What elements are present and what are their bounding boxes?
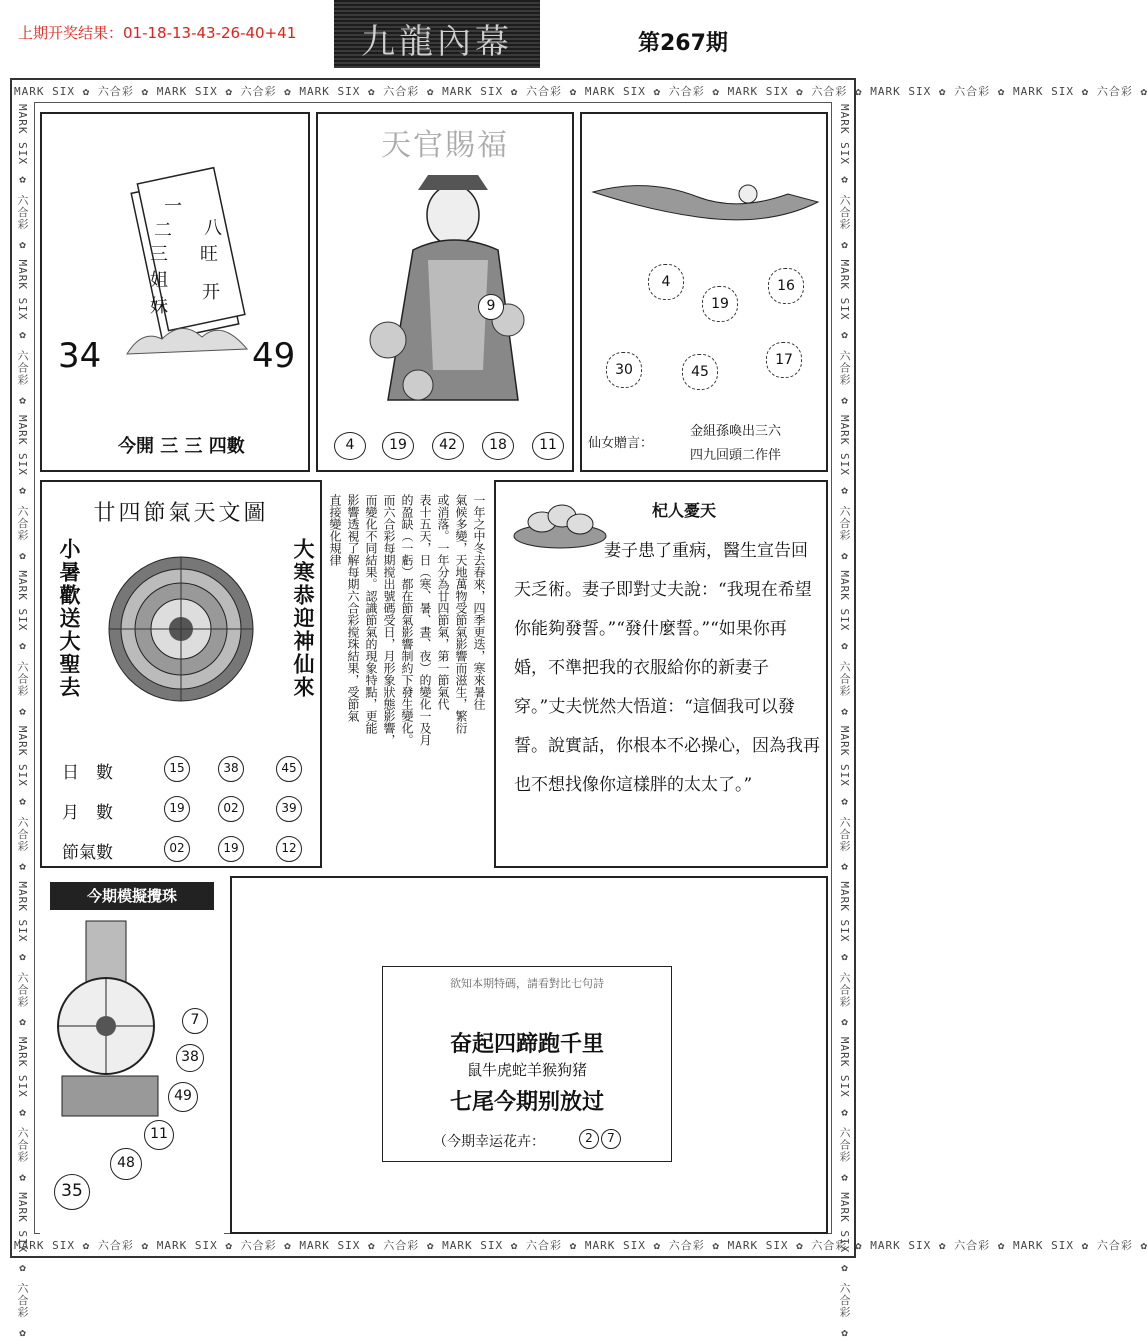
flower-number: 16 bbox=[768, 268, 804, 304]
lucky-flower-label: （今期幸运花卉： bbox=[433, 1134, 545, 1150]
panel-solar-terms bbox=[40, 480, 322, 868]
card-char: 开 bbox=[202, 282, 220, 303]
essay-column: 一年之中冬去春來，四季更迭，寒來暑往 bbox=[472, 494, 486, 710]
number-ball: 39 bbox=[276, 796, 302, 822]
astronomical-dial-illustration bbox=[106, 554, 256, 704]
essay-column: 直接變化規律 bbox=[328, 494, 342, 566]
left-number: 34 bbox=[58, 336, 102, 376]
panel2-title: 天官賜福 bbox=[381, 128, 509, 163]
simulated-ball: 48 bbox=[110, 1148, 142, 1180]
medal-number: 9 bbox=[478, 294, 504, 320]
right-number: 49 bbox=[252, 336, 296, 376]
fairy-label: 仙女贈言： bbox=[588, 436, 654, 451]
poem-line-1: 奋起四蹄跑千里 bbox=[449, 1031, 604, 1057]
essay-column: 而變化不同結果。認識節氣的現象特點，更能 bbox=[364, 494, 378, 734]
border-band-top: MARK SIX ✿ 六合彩 ✿ MARK SIX ✿ 六合彩 ✿ MARK SIX ✿ 六合彩 ✿ MARK SIX ✿ 六合彩 ✿ MARK SIX ✿ 六合彩 ✿ MARK SIX ✿ 六合彩 ✿ MARK SIX ✿ 六合彩 ✿ MARK SIX ✿ 六合彩 ✿ bbox=[14, 85, 1148, 98]
essay-column: 的盈缺（一虧）都在節氣影響制約下發生變化。 bbox=[400, 494, 414, 746]
border-band-bottom: MARK SIX ✿ 六合彩 ✿ MARK SIX ✿ 六合彩 ✿ MARK SIX ✿ 六合彩 ✿ MARK SIX ✿ 六合彩 ✿ MARK SIX ✿ 六合彩 ✿ MARK SIX ✿ 六合彩 ✿ MARK SIX ✿ 六合彩 ✿ MARK SIX ✿ 六合彩 ✿ bbox=[14, 1239, 1148, 1252]
poem-line-3: 七尾今期别放过 bbox=[449, 1089, 604, 1115]
brand-title: 九龍內幕 bbox=[361, 22, 513, 62]
card-char: 姐 bbox=[150, 270, 168, 291]
right-vertical-slogan: 大寒恭迎神仙來 bbox=[291, 538, 316, 699]
card-char: 一 bbox=[164, 196, 182, 217]
poem-line-2: 鼠牛虎蛇羊猴狗猪 bbox=[466, 1061, 587, 1079]
number-ball: 19 bbox=[218, 836, 244, 862]
tilted-cards-illustration bbox=[122, 169, 252, 359]
joke-title: 杞人憂天 bbox=[652, 501, 717, 520]
number-ball: 45 bbox=[276, 756, 302, 782]
flower-number: 17 bbox=[766, 342, 802, 378]
simulated-ball: 49 bbox=[168, 1082, 198, 1112]
number-ball: 18 bbox=[482, 432, 514, 460]
brand-logo bbox=[334, 0, 540, 68]
poem-box bbox=[382, 966, 672, 1162]
card-char: 八 bbox=[204, 218, 222, 239]
deity-illustration bbox=[358, 170, 538, 420]
panel-vertical-essay bbox=[324, 480, 490, 868]
simulated-ball: 11 bbox=[144, 1120, 174, 1150]
lucky-number: 7 bbox=[601, 1129, 621, 1149]
essay-column: 或消落。一年分為廿四節氣，第一節氣代 bbox=[436, 494, 450, 710]
flower-number: 19 bbox=[702, 286, 738, 322]
card-char: 旺 bbox=[200, 244, 218, 265]
card-char: 妹 bbox=[150, 296, 168, 317]
issue-number: 第267期 bbox=[638, 31, 728, 56]
left-vertical-slogan: 小暑歡送大聖去 bbox=[57, 538, 82, 699]
panel-simulation bbox=[40, 876, 224, 1234]
lottery-machine-illustration bbox=[52, 916, 172, 1126]
poem-note: 欲知本期特碼，請看對比七句詩 bbox=[450, 977, 604, 990]
number-ball: 19 bbox=[382, 432, 414, 460]
panel-couplet bbox=[40, 112, 310, 472]
number-ball: 02 bbox=[164, 836, 190, 862]
essay-column: 影響透視了解每期六合彩搅珠結果，受節氣 bbox=[346, 494, 360, 722]
fairy-line-2: 四九回頭二作伴 bbox=[690, 448, 782, 463]
row-label: 日 數 bbox=[62, 763, 113, 783]
number-ball: 4 bbox=[334, 432, 366, 460]
essay-column: 表十五天，日（寒、暑、晝、夜）的變化一及月 bbox=[418, 494, 432, 746]
essay-column: 而六合彩每期搅出號碼受日，月形象狀態影響， bbox=[382, 494, 396, 746]
simulation-title: 今期模擬攪珠 bbox=[50, 882, 214, 910]
number-ball: 15 bbox=[164, 756, 190, 782]
panel-poem bbox=[230, 876, 828, 1234]
flower-number: 30 bbox=[606, 352, 642, 388]
flower-number: 45 bbox=[682, 354, 718, 390]
flower-number: 4 bbox=[648, 264, 684, 300]
essay-column: 氣候多變，天地萬物受節氣影響而滋生，繁衍 bbox=[454, 494, 468, 734]
number-ball: 02 bbox=[218, 796, 244, 822]
row-label: 節氣數 bbox=[62, 843, 113, 863]
number-ball: 12 bbox=[276, 836, 302, 862]
panel-fairy bbox=[580, 112, 828, 472]
card-char: 三 bbox=[150, 244, 168, 265]
panel1-caption: 今開 三 三 四數 bbox=[118, 436, 245, 457]
border-band-right: MARK SIX ✿ 六合彩 ✿ MARK SIX ✿ 六合彩 ✿ MARK SIX ✿ 六合彩 ✿ MARK SIX ✿ 六合彩 ✿ MARK SIX ✿ 六合彩 ✿ MARK SIX ✿ 六合彩 ✿ MARK SIX ✿ 六合彩 ✿ MARK SIX ✿ 六合彩 ✿ bbox=[838, 104, 851, 1340]
panel-joke bbox=[494, 480, 828, 868]
simulated-ball: 35 bbox=[54, 1174, 90, 1210]
number-ball: 42 bbox=[432, 432, 464, 460]
lucky-number: 2 bbox=[579, 1129, 599, 1149]
simulated-ball: 7 bbox=[182, 1008, 208, 1034]
number-ball: 19 bbox=[164, 796, 190, 822]
fairy-line-1: 金組孫喚出三六 bbox=[690, 424, 782, 439]
card-char: 二 bbox=[154, 220, 172, 241]
joke-text: 妻子患了重病，醫生宣告回天乏術。妻子即對丈夫說：“我現在希望你能夠發誓。”“發什麼誓。”“如果你再婚，不準把我的衣服給你的新妻子穿。”丈夫恍然大悟道：“這個我可以發誓。說實話，你根本不必操心，因為我再也不想找像你這樣胖的太太了。” bbox=[514, 541, 820, 795]
previous-result: 上期开奖结果：01-18-13-43-26-40+41 bbox=[18, 24, 297, 42]
simulated-ball: 38 bbox=[176, 1044, 204, 1072]
number-ball: 11 bbox=[532, 432, 564, 460]
panel-tianguan bbox=[316, 112, 574, 472]
number-ball: 38 bbox=[218, 756, 244, 782]
border-band-left: MARK SIX ✿ 六合彩 ✿ MARK SIX ✿ 六合彩 ✿ MARK SIX ✿ 六合彩 ✿ MARK SIX ✿ 六合彩 ✿ MARK SIX ✿ 六合彩 ✿ MARK SIX ✿ 六合彩 ✿ MARK SIX ✿ 六合彩 ✿ MARK SIX ✿ 六合彩 ✿ bbox=[16, 104, 29, 1340]
panel4-title: 廿四節氣天文圖 bbox=[93, 501, 269, 526]
row-label: 月 數 bbox=[62, 803, 113, 823]
fairy-illustration bbox=[588, 172, 824, 232]
